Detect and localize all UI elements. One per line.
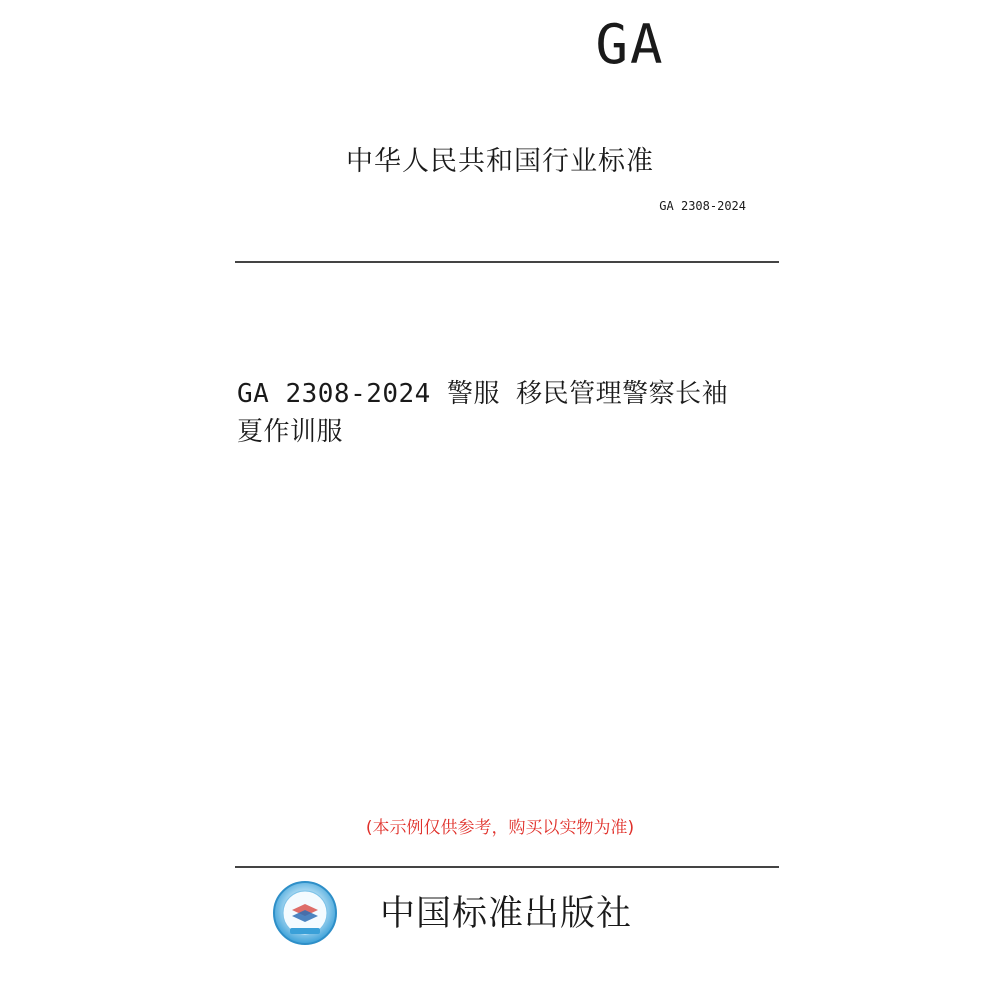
industry-standard-title: 中华人民共和国行业标准	[346, 146, 654, 177]
publisher-name: 中国标准出版社	[380, 894, 633, 934]
bottom-divider	[235, 866, 779, 868]
standard-number: GA 2308-2024	[659, 199, 746, 213]
sample-disclaimer: (本示例仅供参考，购买以实物为准)	[365, 818, 635, 838]
ga-logo: GA	[595, 13, 665, 76]
top-divider	[235, 261, 779, 263]
standard-title-line-2: 夏作训服	[237, 417, 344, 447]
publisher-seal-icon	[272, 880, 338, 946]
standard-title	[237, 375, 787, 451]
standard-title-line-1: GA 2308-2024 警服 移民管理警察长袖	[237, 379, 729, 409]
